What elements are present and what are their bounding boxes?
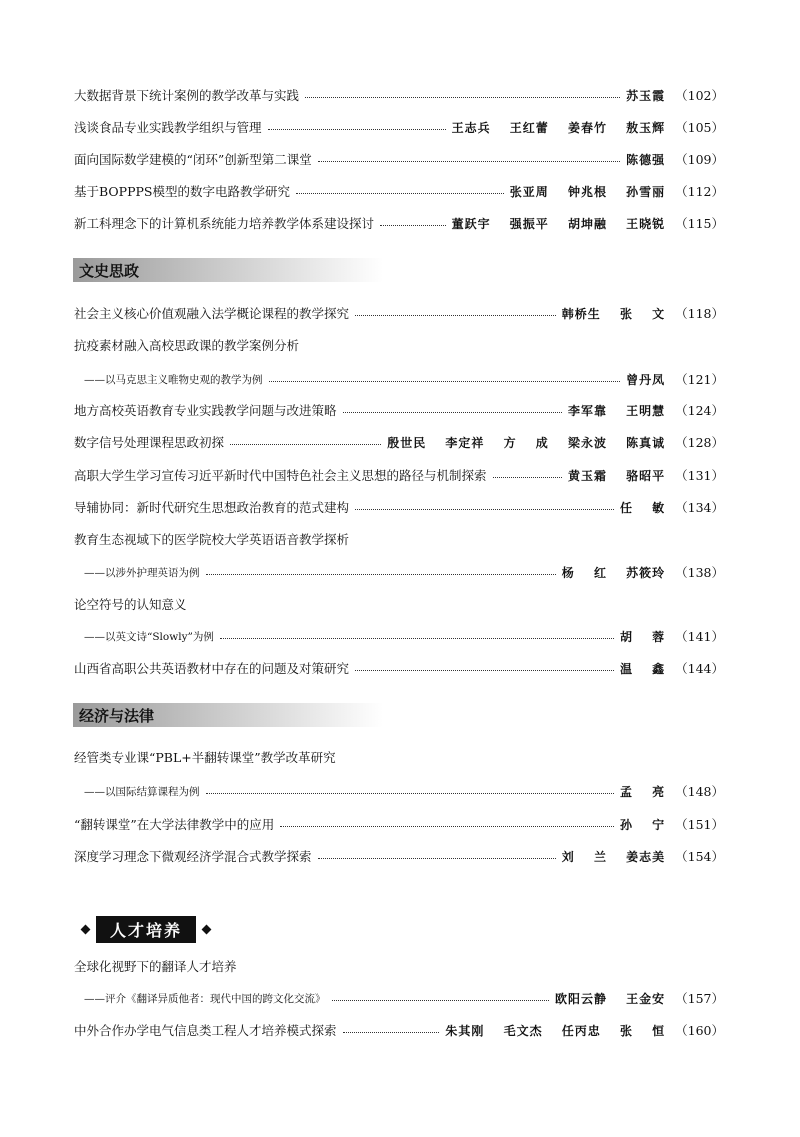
entry-title: “翻转课堂”在大学法律教学中的应用 xyxy=(74,817,275,832)
entry-title: 导辅协同：新时代研究生思想政治教育的范式建构 xyxy=(74,500,350,515)
dot-leader xyxy=(230,443,381,445)
toc-entry-title-line[interactable] xyxy=(74,333,724,357)
toc-entry-subtitle-line[interactable] xyxy=(74,624,724,648)
entry-page: （105） xyxy=(675,120,724,135)
dot-leader xyxy=(220,637,614,639)
dot-leader xyxy=(343,1031,440,1033)
entry-authors: 欧阳云静 王金安 xyxy=(554,991,666,1006)
toc-entry[interactable] xyxy=(74,147,724,171)
entry-page: （160） xyxy=(675,1023,724,1038)
entry-subtitle: ——以英文诗“Slowly”为例 xyxy=(84,630,214,643)
toc-entry[interactable] xyxy=(74,83,724,107)
entry-authors: 陈德强 xyxy=(626,152,666,167)
entry-title: 浅谈食品专业实践教学组织与管理 xyxy=(74,120,262,135)
toc-entry-subtitle-line[interactable] xyxy=(74,560,724,584)
toc-entry[interactable] xyxy=(74,430,724,454)
entry-page: （102） xyxy=(675,88,724,103)
entry-authors: 杨 红 苏筱玲 xyxy=(561,565,666,580)
entry-title: 山西省高职公共英语教材中存在的问题及对策研究 xyxy=(74,661,350,676)
section-heading-wenshi: 文史思政 xyxy=(73,258,383,282)
entry-title: 数字信号处理课程思政初探 xyxy=(74,435,225,450)
entry-subtitle: ——以涉外护理英语为例 xyxy=(84,566,200,579)
entry-title: 全球化视野下的翻译人才培养 xyxy=(74,959,237,974)
entry-subtitle: ——评介《翻译异质他者：现代中国的跨文化交流》 xyxy=(84,992,326,1005)
section-heading-jingji: 经济与法律 xyxy=(73,703,383,727)
entry-title: 中外合作办学电气信息类工程人才培养模式探索 xyxy=(74,1023,337,1038)
dot-leader xyxy=(355,314,556,316)
toc-entry-title-line[interactable] xyxy=(74,954,724,978)
entry-page: （134） xyxy=(675,500,724,515)
dot-leader xyxy=(268,128,446,130)
entry-authors: 温 鑫 xyxy=(619,661,666,676)
dot-leader xyxy=(318,857,556,859)
entry-authors: 黄玉霜 骆昭平 xyxy=(567,468,666,483)
entry-title: 教育生态视域下的医学院校大学英语语音教学探析 xyxy=(74,532,350,547)
dot-leader xyxy=(493,476,562,478)
toc-entry[interactable] xyxy=(74,211,724,235)
toc-entry-subtitle-line[interactable] xyxy=(74,367,724,391)
toc-entry-subtitle-line[interactable] xyxy=(74,779,724,803)
entry-page: （115） xyxy=(675,216,724,231)
entry-title: 高职大学生学习宣传习近平新时代中国特色社会主义思想的路径与机制探索 xyxy=(74,468,487,483)
entry-authors: 董跃宇 强振平 胡坤融 王晓锐 xyxy=(451,216,666,231)
toc-entry-title-line[interactable] xyxy=(74,592,724,616)
toc-entry[interactable] xyxy=(74,398,724,422)
entry-page: （131） xyxy=(675,468,724,483)
dot-leader xyxy=(380,224,446,226)
entry-subtitle: ——以国际结算课程为例 xyxy=(84,785,200,798)
entry-page: （128） xyxy=(675,435,724,450)
toc-entry-subtitle-line[interactable] xyxy=(74,986,724,1010)
entry-page: （151） xyxy=(675,817,724,832)
toc-entry[interactable] xyxy=(74,115,724,139)
entry-authors: 张亚周 钟兆根 孙雪丽 xyxy=(509,184,666,199)
entry-authors: 任 敏 xyxy=(619,500,666,515)
entry-title: 地方高校英语教育专业实践教学问题与改进策略 xyxy=(74,403,337,418)
toc-entry[interactable] xyxy=(74,495,724,519)
dot-leader xyxy=(206,573,556,575)
diamond-icon xyxy=(202,924,212,934)
toc-entry-title-line[interactable] xyxy=(74,745,724,769)
dot-leader xyxy=(280,825,614,827)
entry-page: （148） xyxy=(675,784,724,799)
dot-leader xyxy=(206,792,614,794)
section-heading-label: 人才培养 xyxy=(96,916,196,943)
toc-entry-title-line[interactable] xyxy=(74,527,724,551)
entry-title: 社会主义核心价值观融入法学概论课程的教学探究 xyxy=(74,306,350,321)
entry-subtitle: ——以马克思主义唯物史观的教学为例 xyxy=(84,373,263,386)
dot-leader xyxy=(296,192,504,194)
entry-page: （154） xyxy=(675,849,724,864)
dot-leader xyxy=(332,999,549,1001)
entry-authors: 曾丹凤 xyxy=(626,372,666,387)
entry-authors: 韩桥生 张 文 xyxy=(561,306,666,321)
entry-page: （144） xyxy=(675,661,724,676)
toc-entry[interactable] xyxy=(74,301,724,325)
diamond-icon xyxy=(81,924,91,934)
entry-title: 新工科理念下的计算机系统能力培养教学体系建设探讨 xyxy=(74,216,375,231)
toc-entry[interactable] xyxy=(74,812,724,836)
section-heading-rencai xyxy=(75,916,217,942)
entry-title: 大数据背景下统计案例的教学改革与实践 xyxy=(74,88,300,103)
dot-leader xyxy=(343,411,562,413)
entry-page: （138） xyxy=(675,565,724,580)
entry-authors: 胡 蓉 xyxy=(619,629,666,644)
entry-title: 经管类专业课“PBL+半翻转课堂”教学改革研究 xyxy=(74,750,336,765)
toc-entry[interactable] xyxy=(74,463,724,487)
toc-entry[interactable] xyxy=(74,1018,724,1042)
entry-authors: 孟 亮 xyxy=(619,784,666,799)
toc-entry[interactable] xyxy=(74,656,724,680)
entry-title: 深度学习理念下微观经济学混合式教学探索 xyxy=(74,849,312,864)
entry-authors: 王志兵 王红蕾 姜春竹 敖玉辉 xyxy=(451,120,666,135)
dot-leader xyxy=(318,160,620,162)
entry-authors: 朱其刚 毛文杰 任丙忠 张 恒 xyxy=(445,1023,666,1038)
entry-authors: 孙 宁 xyxy=(619,817,666,832)
entry-page: （121） xyxy=(675,372,724,387)
dot-leader xyxy=(355,669,614,671)
entry-title: 面向国际数学建模的“闭环”创新型第二课堂 xyxy=(74,152,312,167)
entry-authors: 苏玉霞 xyxy=(626,88,666,103)
toc-entry[interactable] xyxy=(74,179,724,203)
entry-title: 基于BOPPPS模型的数字电路教学研究 xyxy=(74,184,290,199)
entry-page: （141） xyxy=(675,629,724,644)
entry-title: 论空符号的认知意义 xyxy=(74,597,187,612)
entry-authors: 殷世民 李定祥 方 成 梁永波 陈真诚 xyxy=(387,435,666,450)
dot-leader xyxy=(269,380,621,382)
entry-page: （124） xyxy=(675,403,724,418)
entry-page: （109） xyxy=(675,152,724,167)
entry-page: （118） xyxy=(675,306,724,321)
entry-page: （112） xyxy=(675,184,724,199)
dot-leader xyxy=(305,96,620,98)
entry-page: （157） xyxy=(675,991,724,1006)
entry-title: 抗疫素材融入高校思政课的教学案例分析 xyxy=(74,338,300,353)
toc-entry[interactable] xyxy=(74,844,724,868)
entry-authors: 李军靠 王明慧 xyxy=(567,403,666,418)
dot-leader xyxy=(355,508,614,510)
entry-authors: 刘 兰 姜志美 xyxy=(561,849,666,864)
